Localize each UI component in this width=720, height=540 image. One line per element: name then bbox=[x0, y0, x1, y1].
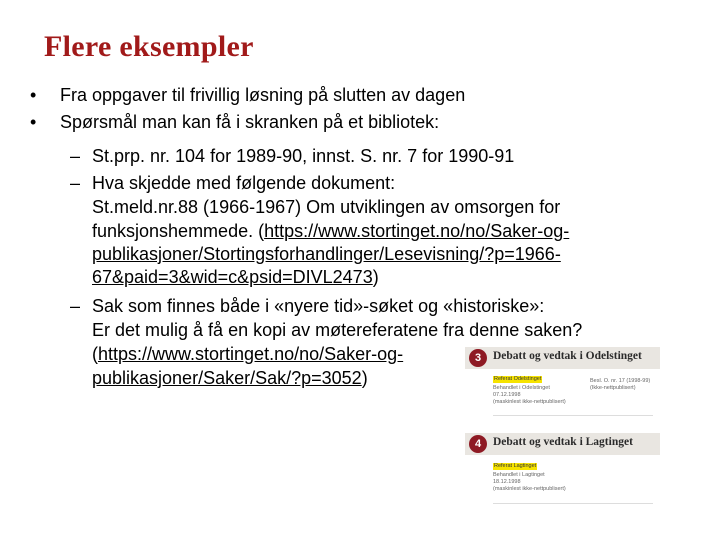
subitem-text-2-line5: 67&paid=3&wid=c&psid=DIVL2473) bbox=[92, 267, 379, 287]
subitem-text-2-line2: St.meld.nr.88 (1966-1967) Om utviklingen av omsorgen for bbox=[92, 197, 561, 217]
slide-title: Flere eksempler bbox=[44, 30, 254, 63]
section3-right-line: Besl. O. nr. 17 (1998-99) bbox=[590, 378, 651, 384]
subitem-text-3-line4: publikasjoner/Saker/Sak/?p=3052) bbox=[92, 368, 368, 388]
subitem-text-1: St.prp. nr. 104 for 1989-90, innst. S. nr. 7 for 1990-91 bbox=[92, 146, 515, 166]
section3-line: Behandlet i Odelstinget bbox=[493, 385, 550, 391]
embedded-screenshot bbox=[465, 345, 660, 520]
divider bbox=[493, 415, 653, 416]
stortinget-link-1-end[interactable]: 67&paid=3&wid=c&psid=DIVL2473 bbox=[92, 267, 373, 287]
section4-line: 18.12.1998 bbox=[493, 479, 521, 485]
stortinget-link-1[interactable]: https://www.stortinget.no/no/Saker-og- bbox=[264, 221, 570, 241]
bullet-text-2: Spørsmål man kan få i skranken på et bibliotek: bbox=[60, 112, 440, 132]
section-title-4: Debatt og vedtak i Lagtinget bbox=[493, 436, 633, 448]
subitem-text-3-line2: Er det mulig å få en kopi av møtereferatene fra denne saken? bbox=[92, 320, 583, 340]
subitem-text-2-line4 bbox=[92, 243, 561, 265]
subitem-marker: – bbox=[70, 173, 81, 193]
subitem-text-2: Hva skjedde med følgende dokument: bbox=[92, 173, 396, 193]
subitem-text-2-line3: funksjonshemmede. (https://www.stortinget.no/no/Saker-og- bbox=[92, 221, 570, 241]
stortinget-link-2[interactable]: https://www.stortinget.no/no/Saker-og- bbox=[98, 344, 404, 364]
bullet-marker: • bbox=[30, 85, 37, 105]
section-number-badge: 3 bbox=[469, 349, 487, 367]
subitem-marker: – bbox=[70, 146, 81, 166]
highlighted-referat-odelstinget[interactable]: Referat Odelstinget bbox=[494, 376, 542, 382]
stortinget-link-2-end[interactable]: publikasjoner/Saker/Sak/?p=3052 bbox=[92, 368, 362, 388]
section4-line: (maskinlest ikke-nettpublisert) bbox=[493, 486, 566, 492]
subitem-text-3-line3: (https://www.stortinget.no/no/Saker-og- bbox=[92, 344, 404, 364]
section-title-3: Debatt og vedtak i Odelstinget bbox=[493, 350, 642, 362]
section4-line: Behandlet i Lagtinget bbox=[493, 472, 545, 478]
subitem-text-3: Sak som finnes både i «nyere tid»-søket og «historiske»: bbox=[92, 296, 545, 316]
highlighted-referat-lagtinget[interactable]: Referat Lagtinget bbox=[494, 463, 537, 469]
bullet-marker: • bbox=[30, 112, 37, 132]
stortinget-link-1-cont[interactable]: publikasjoner/Stortingsforhandlinger/Lesevisning/?p=1966- bbox=[92, 244, 561, 264]
section3-right-line: (Ikke-nettpublisert) bbox=[590, 385, 636, 391]
section3-line: 07.12.1998 bbox=[493, 392, 521, 398]
section-number-badge: 4 bbox=[469, 435, 487, 453]
bullet-text-1: Fra oppgaver til frivillig løsning på slutten av dagen bbox=[60, 85, 466, 105]
section3-line: (maskinlest ikke-nettpublisert) bbox=[493, 399, 566, 405]
section-header-4 bbox=[465, 433, 660, 455]
section-header-3 bbox=[465, 347, 660, 369]
divider bbox=[493, 503, 653, 504]
subitem-marker: – bbox=[70, 296, 81, 316]
